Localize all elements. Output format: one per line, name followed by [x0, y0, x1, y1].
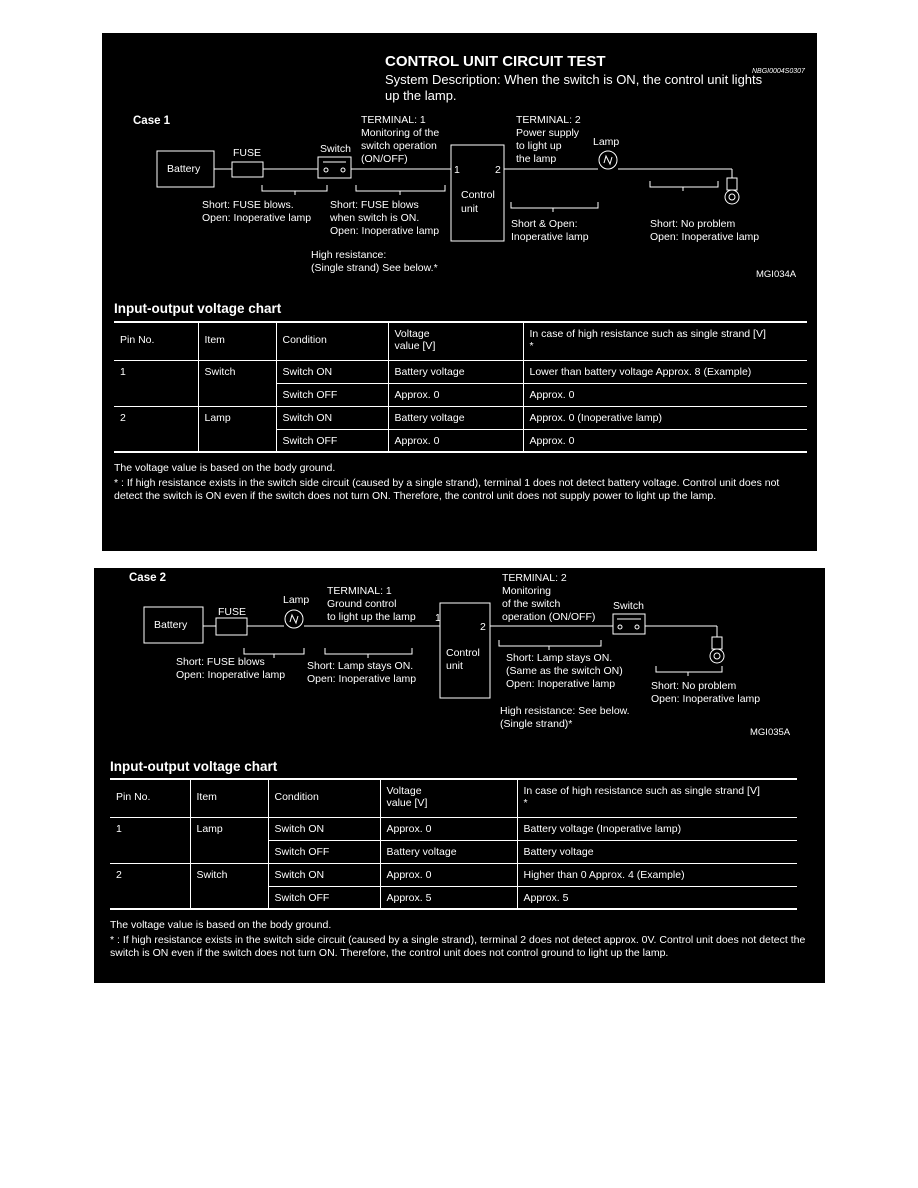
high-res-cell: Approx. 0 (Inoperative lamp): [523, 406, 807, 429]
reference-code: NBGI0004S0307: [752, 68, 805, 75]
voltage-chart-title: Input-output voltage chart: [114, 301, 282, 316]
figure-id: MGI035A: [750, 727, 791, 738]
switch-symbol: [613, 614, 645, 634]
lamp-fault-note: Open: Inoperative lamp: [307, 673, 417, 685]
voltage-table: [114, 321, 807, 453]
pin-cell: 2: [116, 868, 122, 881]
condition-cell: Switch ON: [268, 817, 380, 840]
battery-label: Battery: [167, 163, 201, 175]
condition-cell: Switch OFF: [268, 840, 380, 863]
high-res-cell: Approx. 0: [523, 429, 807, 452]
high-resistance-note: (Single strand)*: [500, 718, 573, 730]
ground-symbol-inner: [729, 194, 735, 200]
footnote-high-resistance: * : If high resistance exists in the switch side circuit (caused by a single strand), terminal 2 does not detect approx. 0V. Control unit does not detect the switch is ON even if the switch does not turn ON. Therefore, the control unit does not control ground to light up the lamp.: [110, 934, 806, 959]
header-high-line1: In case of high resistance such as single strand [V]: [529, 328, 766, 340]
header-condition: Condition: [276, 322, 388, 360]
voltage-chart-title: Input-output voltage chart: [110, 759, 278, 774]
ground-brace: [650, 181, 718, 191]
control-unit-label-line2: unit: [461, 203, 478, 215]
ground-brace: [656, 666, 722, 676]
table-header-row: [114, 322, 807, 360]
lamp-filament: [290, 615, 298, 623]
pin-cell: 1: [116, 822, 122, 835]
condition-cell: Switch OFF: [268, 886, 380, 909]
control-unit-label-line1: Control: [461, 189, 495, 201]
pin1-label: 1: [435, 612, 441, 624]
voltage-cell: Approx. 0: [388, 429, 523, 452]
pin2-label: 2: [495, 164, 501, 176]
item-cell: Lamp: [198, 406, 276, 429]
header-voltage: [380, 779, 517, 817]
voltage-cell: Battery voltage: [380, 840, 517, 863]
header-voltage-line2: value [V]: [386, 797, 428, 809]
pin-cell: 1: [120, 365, 126, 378]
switch-fault-note: when switch is ON.: [330, 212, 420, 224]
terminal2-title: TERMINAL: 2: [502, 572, 567, 584]
pin-cell: 2: [120, 411, 126, 424]
fuse-fault-note: Open: Inoperative lamp: [202, 212, 312, 224]
footnote-high-resistance: * : If high resistance exists in the switch side circuit (caused by a single strand), terminal 1 does not detect battery voltage. Control unit does not detect the switch is ON even if the switch does not turn ON. Therefore, the control unit does not supply power to light up the lamp.: [114, 477, 780, 502]
fuse-fault-note: Short: FUSE blows: [176, 656, 265, 668]
header-voltage-line1: Voltage: [386, 785, 422, 797]
voltage-cell: Battery voltage: [388, 360, 523, 383]
item-cell: [198, 429, 276, 452]
table-row: [114, 429, 807, 452]
switch-fault-note: Open: Inoperative lamp: [330, 225, 440, 237]
table-row: [110, 840, 797, 863]
ground-fault-note: Open: Inoperative lamp: [651, 693, 761, 705]
table-row: [110, 886, 797, 909]
lamp-fault-note: Inoperative lamp: [511, 231, 589, 243]
voltage-cell: Approx. 0: [388, 383, 523, 406]
ground-symbol-inner: [714, 653, 720, 659]
voltage-cell: Approx. 0: [380, 863, 517, 886]
voltage-table: [110, 778, 797, 910]
header-voltage-line1: Voltage: [394, 328, 430, 340]
high-resistance-note: High resistance: See below.: [500, 705, 630, 717]
item-cell: [190, 886, 268, 909]
figure-id: MGI034A: [756, 269, 797, 280]
lamp-label: Lamp: [593, 136, 620, 148]
condition-cell: Switch OFF: [276, 429, 388, 452]
terminal1-line: to light up the lamp: [327, 611, 416, 623]
header-high-resistance: [517, 779, 797, 817]
item-cell: Switch: [190, 863, 268, 886]
lamp-fault-note: Short & Open:: [511, 218, 578, 230]
header-pin: Pin No.: [114, 322, 198, 360]
table-header-row: [110, 779, 797, 817]
control-unit-label-line1: Control: [446, 647, 480, 659]
high-resistance-note: High resistance:: [311, 249, 387, 261]
high-res-cell: Approx. 5: [517, 886, 797, 909]
fuse-label: FUSE: [233, 147, 262, 159]
header-voltage: [388, 322, 523, 360]
ground-fault-note: Open: Inoperative lamp: [650, 231, 760, 243]
item-cell: Switch: [198, 360, 276, 383]
high-res-cell: Approx. 0: [523, 383, 807, 406]
switch-brace: [499, 640, 601, 650]
switch-fault-note: Open: Inoperative lamp: [506, 678, 616, 690]
voltage-cell: Battery voltage: [388, 406, 523, 429]
header-high-asterisk: *: [529, 340, 534, 352]
condition-cell: Switch OFF: [276, 383, 388, 406]
case2-panel: [94, 568, 825, 983]
case-label: Case 2: [129, 572, 167, 584]
footnote-ground: The voltage value is based on the body ground.: [114, 462, 336, 474]
battery-label: Battery: [154, 619, 188, 631]
system-description-line2: up the lamp.: [385, 88, 457, 103]
table-row: [114, 383, 807, 406]
high-res-cell: Higher than 0 Approx. 4 (Example): [517, 863, 797, 886]
lamp-brace: [511, 202, 598, 212]
terminal1-line: (ON/OFF): [361, 153, 408, 165]
footnote-ground: The voltage value is based on the body ground.: [110, 919, 332, 931]
condition-cell: Switch ON: [268, 863, 380, 886]
system-description-line1: System Description: When the switch is ON, the control unit lights: [385, 72, 763, 87]
pin1-label: 1: [454, 164, 460, 176]
page-title: CONTROL UNIT CIRCUIT TEST: [385, 53, 606, 70]
ground-connector: [727, 178, 737, 190]
fuse-box: [216, 618, 247, 635]
header-item: Item: [190, 779, 268, 817]
case-label: Case 1: [133, 115, 171, 127]
pin-cell: [110, 840, 190, 863]
fuse-fault-note: Short: FUSE blows.: [202, 199, 294, 211]
terminal2-line: operation (ON/OFF): [502, 611, 596, 623]
terminal1-line: Monitoring of the: [361, 127, 440, 139]
switch-fault-note: (Same as the switch ON): [506, 665, 623, 677]
header-item: Item: [198, 322, 276, 360]
terminal2-line: Power supply: [516, 127, 580, 139]
switch-contact: [324, 168, 328, 172]
fuse-brace: [262, 185, 327, 195]
header-high-asterisk: *: [523, 797, 528, 809]
table-row: [114, 406, 807, 429]
item-cell: Lamp: [190, 817, 268, 840]
voltage-cell: Approx. 5: [380, 886, 517, 909]
terminal2-line: Monitoring: [502, 585, 552, 597]
lamp-label: Lamp: [283, 594, 310, 606]
terminal1-line: Ground control: [327, 598, 397, 610]
switch-symbol: [318, 157, 351, 178]
terminal1-line: switch operation: [361, 140, 437, 152]
ground-symbol: [710, 649, 724, 663]
terminal2-title: TERMINAL: 2: [516, 114, 581, 126]
terminal1-title: TERMINAL: 1: [327, 585, 392, 597]
control-unit-label-line2: unit: [446, 660, 463, 672]
table-row: [110, 863, 797, 886]
terminal2-line: of the switch: [502, 598, 561, 610]
high-resistance-note: (Single strand) See below.*: [311, 262, 438, 274]
terminal2-line: to light up: [516, 140, 562, 152]
switch-brace: [356, 185, 445, 195]
fuse-fault-note: Open: Inoperative lamp: [176, 669, 286, 681]
table-row: [114, 360, 807, 383]
voltage-cell: Approx. 0: [380, 817, 517, 840]
header-pin: Pin No.: [110, 779, 190, 817]
switch-contact: [341, 168, 345, 172]
terminal2-line: the lamp: [516, 153, 557, 165]
header-condition: Condition: [268, 779, 380, 817]
fuse-label: FUSE: [218, 606, 247, 618]
header-high-resistance: [523, 322, 807, 360]
switch-contact: [635, 625, 639, 629]
ground-connector: [712, 637, 722, 649]
condition-cell: Switch ON: [276, 360, 388, 383]
pin-cell: [114, 429, 198, 452]
ground-fault-note: Short: No problem: [651, 680, 737, 692]
case1-panel: [102, 33, 817, 551]
lamp-brace: [325, 648, 412, 658]
header-voltage-line2: value [V]: [394, 340, 436, 352]
high-res-cell: Battery voltage (Inoperative lamp): [517, 817, 797, 840]
switch-contact: [618, 625, 622, 629]
condition-cell: Switch ON: [276, 406, 388, 429]
table-row: [110, 817, 797, 840]
switch-fault-note: Short: Lamp stays ON.: [506, 652, 613, 664]
high-res-cell: Lower than battery voltage Approx. 8 (Example): [523, 360, 807, 383]
fuse-box: [232, 162, 263, 177]
pin-cell: [110, 886, 190, 909]
switch-label: Switch: [320, 143, 351, 155]
pin-cell: [114, 383, 198, 406]
ground-symbol: [725, 190, 739, 204]
header-high-line1: In case of high resistance such as single strand [V]: [523, 785, 760, 797]
pin2-label: 2: [480, 621, 486, 633]
ground-fault-note: Short: No problem: [650, 218, 736, 230]
terminal1-title: TERMINAL: 1: [361, 114, 426, 126]
item-cell: [190, 840, 268, 863]
lamp-fault-note: Short: Lamp stays ON.: [307, 660, 414, 672]
high-res-cell: Battery voltage: [517, 840, 797, 863]
switch-fault-note: Short: FUSE blows: [330, 199, 419, 211]
switch-label: Switch: [613, 600, 644, 612]
lamp-filament: [604, 156, 612, 164]
item-cell: [198, 383, 276, 406]
